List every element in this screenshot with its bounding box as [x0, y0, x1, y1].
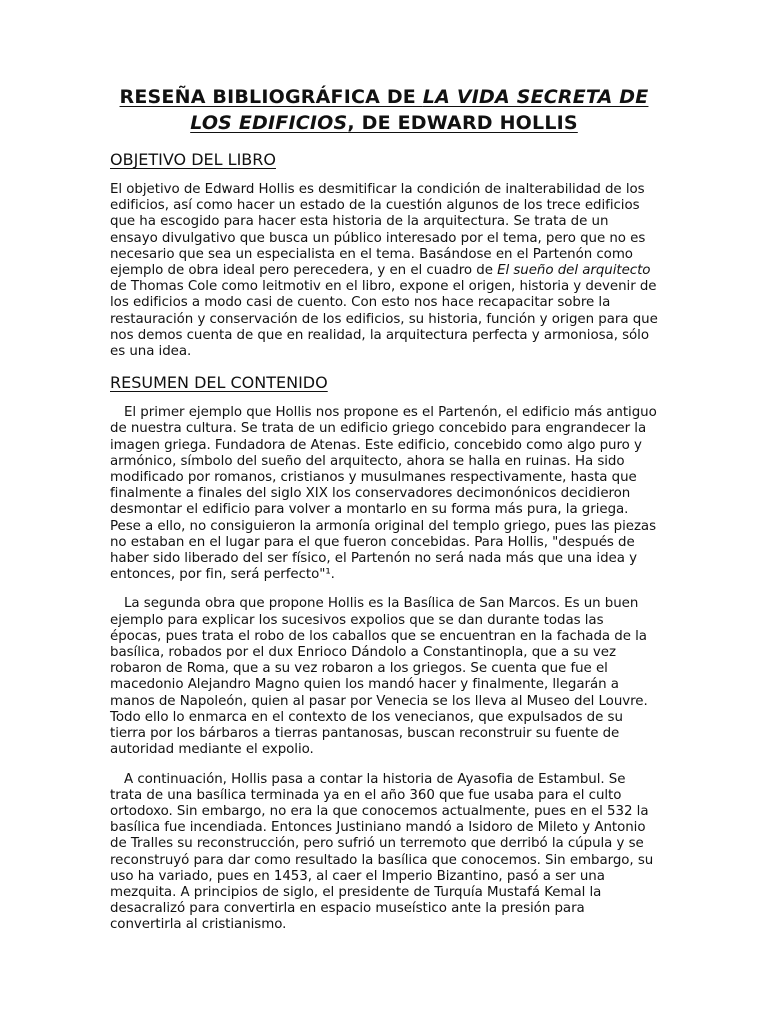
paragraph-san-marcos: La segunda obra que propone Hollis es la Basílica de San Marcos. Es un buen ejemplo para explicar los sucesivos expolios que se dan durante todas las épocas, pues trata el robo de los caballos que se encuentran en la fachada de la basílica, robados por el dux Enrioco Dándolo a Constantinopla, que a su vez robaron de Roma, que a su vez robaron a los griegos. Se cuenta que fue el macedonio Alejandro Magno quien los mandó hacer y finalmente, llegarán a manos de Napoleón, quien al pasar por Venecia se los lleva al Museo del Louvre. Todo ello lo enmarca en el contexto de los venecianos, que expulsados de su tierra por los bárbaros a tierras pantanosas, buscan reconstruir su fuente de autoridad mediante el expolio.	[110, 596, 648, 758]
document-page	[110, 84, 658, 947]
title-part-2: , DE EDWARD HOLLIS	[347, 112, 578, 134]
paragraph-objetivo-text-2: de Thomas Cole como leitmotiv en el libro, expone el origen, historia y devenir de los edificios a modo casi de cuento. Con esto nos hace recapacitar sobre la restauración y conservación de los edificios, su historia, función y origen para que nos demos cuenta de que en realidad, la arquitectura perfecta y armoniosa, sólo es una idea.	[110, 279, 658, 360]
section-heading-objetivo: OBJETIVO DEL LIBRO	[110, 150, 276, 169]
paragraph-ayasofia: A continuación, Hollis pasa a contar la historia de Ayasofia de Estambul. Se trata de una basílica terminada ya en el año 360 que fue usaba para el culto ortodoxo. Sin embargo, no era la que conocemos actualmente, pues en el 532 la basílica fue incendiada. Entonces Justiniano mandó a Isidoro de Mileto y Antonio de Tralles su reconstrucción, pero sufrió un terremoto que derribó la cúpula y se reconstruyó para dar como resultado la basílica que conocemos. Sin embargo, su uso ha variado, pues en 1453, al caer el Imperio Bizantino, pasó a ser una mezquita. A principios de siglo, el presidente de Turquía Mustafá Kemal la desacralizó para convertirla en espacio museístico ante la presión para convertirla al cristianismo.	[110, 771, 654, 933]
painting-title: El sueño del arquitecto	[497, 263, 651, 279]
paragraph-partenon: El primer ejemplo que Hollis nos propone es el Partenón, el edificio más antiguo de nuestra cultura. Se trata de un edificio griego concebido para engrandecer la imagen griega. Fundadora de Atenas. Este edificio, concebido como algo puro y armónico, símbolo del sueño del arquitecto, ahora se halla en ruinas. Ha sido modificado por romanos, cristianos y musulmanes respectivamente, hasta que finalmente a finales del siglo XIX los conservadores decimonónicos decidieron desmontar el edificio para volver a montarlo en su forma más pura, la griega. Pese a ello, no consiguieron la armonía original del templo griego, pues las piezas no estaban en el lugar para el que fueron concebidas. Para Hollis, "después de haber sido liberado del ser físico, el Partenón no será nada más que una idea y entonces, por fin, será perfecto"¹.	[110, 405, 657, 583]
paragraph-objetivo	[110, 182, 658, 360]
section-heading-resumen: RESUMEN DEL CONTENIDO	[110, 373, 328, 393]
title-part-1: RESEÑA BIBLIOGRÁFICA DE	[119, 86, 423, 108]
document-title	[110, 84, 658, 136]
title-book-name: LA VIDA SECRETA DE LOS EDIFICIOS	[190, 86, 649, 134]
paragraph-objetivo-text-1: El objetivo de Edward Hollis es desmitificar la condición de inalterabilidad de los edificios, así como hacer un estado de la cuestión algunos de los trece edificios que ha escogido para hacer esta historia de la arquitectura. Se trata de un ensayo divulgativo que busca un público interesado por el tema, pero que no es necesario que sea un especialista en el tema. Basándose en el Partenón como ejemplo de obra ideal pero perecedera, y en el cuadro de	[110, 182, 646, 279]
